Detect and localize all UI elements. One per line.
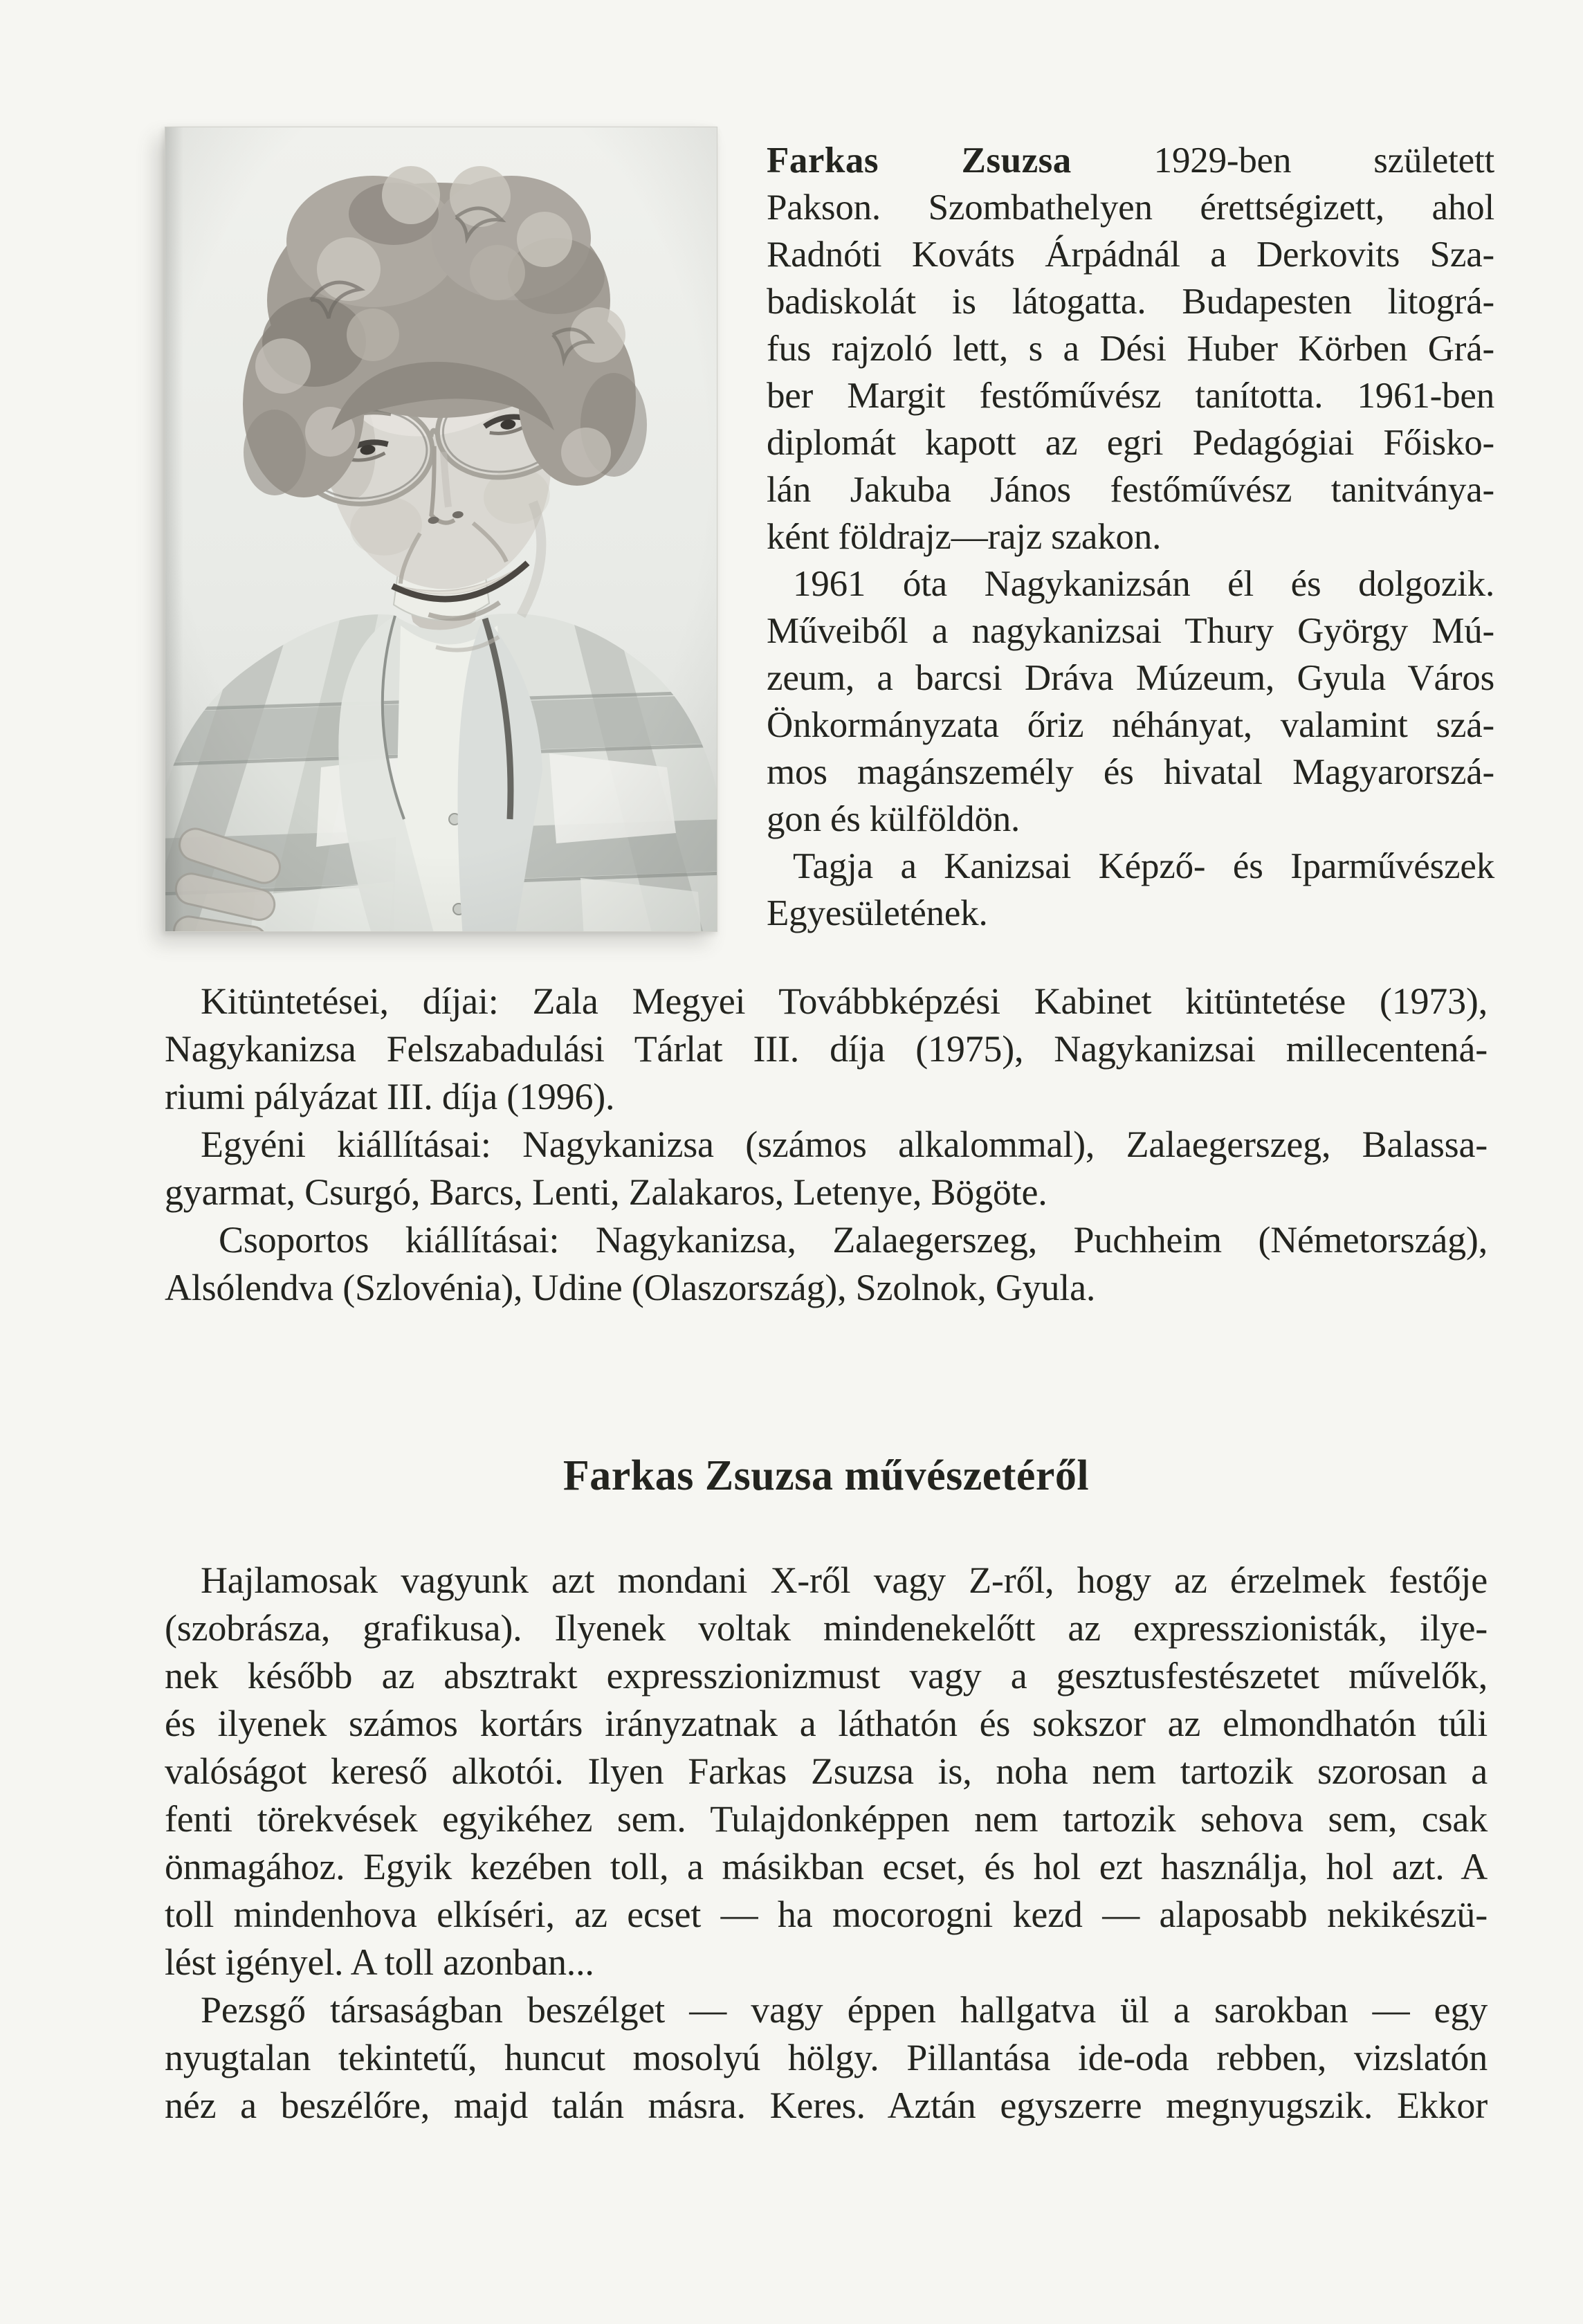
text-line: badiskolát is látogatta. Budapesten litográ- (767, 282, 1494, 322)
text-line: lést igényel. A toll azonban... (165, 1941, 594, 1983)
portrait-photo (165, 127, 717, 932)
essay-paragraph-2 (165, 1986, 1488, 2130)
text-line: gon és külföldön. (767, 799, 1021, 839)
awards-paragraph (165, 978, 1488, 1121)
text-line: Önkormányzata őriz néhányat, valamint szá- (767, 705, 1494, 745)
text-line: nek később az absztrakt expresszionizmust vagy a gesztusfestészetet művelők, (165, 1655, 1488, 1696)
text-line: önmagához. Egyik kezében toll, a másikban ecset, és hol ezt használja, hol azt. A (165, 1846, 1488, 1887)
text-line: Egyesületének. (767, 893, 988, 933)
text-line: Nagykanizsa Felszabadulási Tárlat III. díja (1975), Nagykanizsai millecentená- (165, 1028, 1488, 1070)
photo-edge-shadow (165, 127, 183, 931)
text-line: gyarmat, Csurgó, Barcs, Lenti, Zalakaros, Letenye, Bögöte. (165, 1171, 1047, 1213)
person-name-bold: Farkas Zsuzsa (767, 140, 1072, 181)
text-line: 1961 óta Nagykanizsán él és dolgozik. (793, 564, 1494, 604)
text-line: néz a beszélőre, majd talán másra. Keres. Aztán egyszerre megnyugszik. Ekkor (165, 2085, 1488, 2126)
photo-vignette (165, 127, 717, 931)
text-line: fenti törekvések egyikéhez sem. Tulajdonképpen nem tartozik sehova sem, csak (165, 1798, 1488, 1840)
text-line: Egyéni kiállításai: Nagykanizsa (számos alkalommal), Zalaegerszeg, Balassa- (201, 1124, 1488, 1165)
group-exhibitions-paragraph (165, 1216, 1488, 1312)
text-line: ber Margit festőművész tanította. 1961-ben (767, 376, 1494, 416)
text-line: Csoportos kiállításai: Nagykanizsa, Zalaegerszeg, Puchheim (Németország), (219, 1219, 1488, 1261)
text-line: és ilyenek számos kortárs irányzatnak a láthatón és sokszor az elmondhatón túli (165, 1703, 1488, 1744)
text-line: Alsólendva (Szlovénia), Udine (Olaszország), Szolnok, Gyula. (165, 1267, 1096, 1308)
essay-paragraph-1 (165, 1557, 1488, 1986)
text-line: Tagja a Kanizsai Képző- és Iparművészek (793, 846, 1494, 886)
text-line: Műveiből a nagykanizsai Thury György Mú- (767, 611, 1494, 651)
section-heading: Farkas Zsuzsa művészetéről (562, 1452, 1090, 1499)
text-line: Pezsgő társaságban beszélget — vagy éppen hallgatva ül a sarokban — egy (201, 1989, 1488, 2031)
text-line: Radnóti Kováts Árpádnál a Derkovits Sza- (767, 235, 1494, 275)
text-line: (szobrásza, grafikusa). Ilyenek voltak mindenekelőtt az expresszionisták, ilye- (165, 1607, 1488, 1649)
bio-column (767, 137, 1494, 937)
text-line: Hajlamosak vagyunk azt mondani X-ről vagy Z-ről, hogy az érzelmek festője (201, 1559, 1488, 1601)
text-line: fus rajzoló lett, s a Dési Huber Körben Grá- (767, 329, 1494, 369)
text-line: riumi pályázat III. díja (1996). (165, 1076, 615, 1117)
text-line: mos magánszemély és hivatal Magyarorszá- (767, 752, 1494, 792)
text-line: ként földrajz—rajz szakon. (767, 517, 1162, 557)
text-line: zeum, a barcsi Dráva Múzeum, Gyula Város (767, 658, 1494, 698)
text-line: Kitüntetései, díjai: Zala Megyei Továbbképzési Kabinet kitüntetése (1973), (201, 980, 1488, 1022)
portrait-photo-art (165, 127, 717, 931)
text-line: diplomát kapott az egri Pedagógiai Főisko- (767, 423, 1494, 463)
text-line: nyugtalan tekintetű, huncut mosolyú hölgy. Pillantása ide-oda rebben, vizslatón (165, 2037, 1488, 2078)
text-line: lán Jakuba János festőművész tanitványa- (767, 470, 1494, 510)
text-line: Farkas Zsuzsa 1929-ben született (767, 140, 1494, 181)
solo-exhibitions-paragraph (165, 1121, 1488, 1216)
text-line: toll mindenhova elkíséri, az ecset — ha mocorogni kezd — alaposabb nekikészü- (165, 1894, 1488, 1935)
text-line: valóságot kereső alkotói. Ilyen Farkas Zsuzsa is, noha nem tartozik szorosan a (165, 1750, 1488, 1792)
text-line: Pakson. Szombathelyen érettségizett, ahol (767, 187, 1494, 228)
